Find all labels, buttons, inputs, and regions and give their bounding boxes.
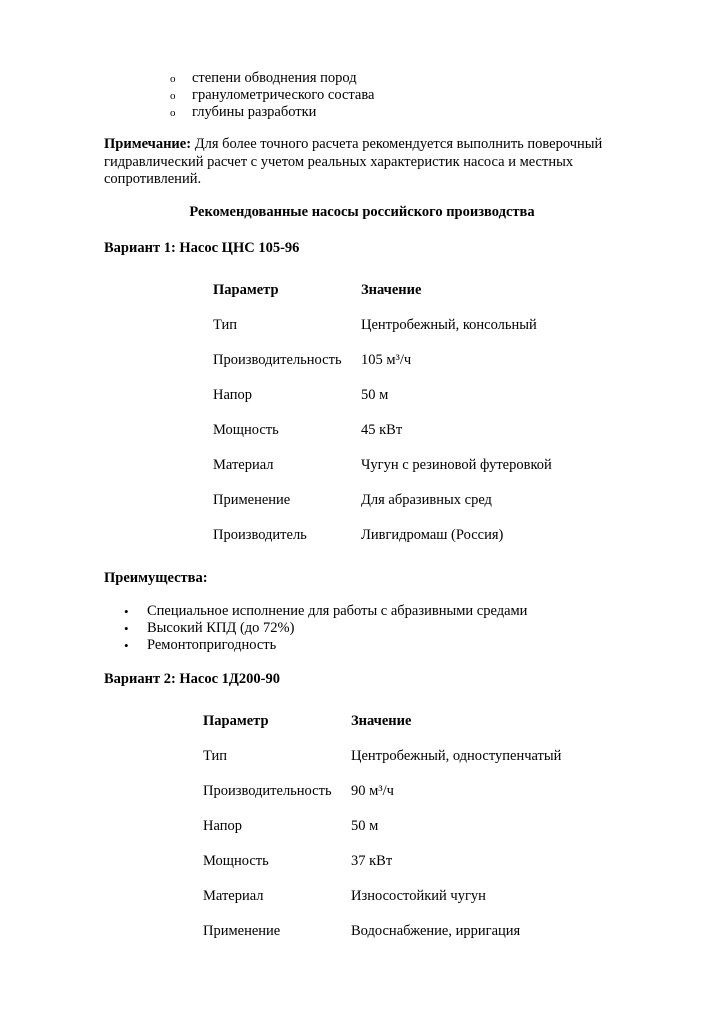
table-cell-value: Ливгидромаш (Россия) [361,527,504,543]
table-cell-value: 50 м [361,387,389,403]
table-cell-value: Центробежный, одноступенчатый [351,748,562,764]
table-cell-value: Центробежный, консольный [361,317,537,333]
hollow-bullet-icon: o [170,107,176,119]
table-cell-param: Производительность [203,783,332,799]
table-cell-value: Для абразивных сред [361,492,492,508]
bullet-icon: • [124,604,129,619]
hollow-bullet-icon: o [170,90,176,102]
table-cell-value: 105 м³/ч [361,352,412,368]
table-cell-param: Применение [203,923,281,939]
list-item: Ремонтопригодность [147,637,277,653]
note-text-line: сопротивлений. [104,171,202,187]
table-cell-value: 50 м [351,818,379,834]
note-text-line: гидравлический расчет с учетом реальных характеристик насоса и местных [104,153,574,170]
table-cell-value: Износостойкий чугун [351,888,486,904]
table-cell-param: Материал [213,457,274,473]
table-header-value: Значение [361,282,422,298]
list-item: степени обводнения пород [192,70,357,86]
table-cell-param: Напор [213,387,252,403]
list-item: Высокий КПД (до 72%) [147,620,295,636]
table-cell-param: Производительность [213,352,342,368]
table-cell-value: 90 м³/ч [351,783,394,799]
table-cell-param: Напор [203,818,242,834]
table-cell-value: 37 кВт [351,853,393,869]
variant1-title: Вариант 1: Насос ЦНС 105-96 [104,240,300,256]
table-cell-param: Применение [213,492,291,508]
section-title: Рекомендованные насосы российского производства [189,204,535,220]
variant2-title: Вариант 2: Насос 1Д200-90 [104,671,280,687]
table-header-param: Параметр [213,282,279,298]
list-item: Специальное исполнение для работы с абразивными средами [147,603,528,619]
advantages-title: Преимущества: [104,570,208,586]
table-cell-param: Тип [203,748,228,764]
note-text-line: Для более точного расчета рекомендуется выполнить поверочный [191,136,603,152]
table-cell-param: Производитель [213,527,307,543]
table-cell-param: Мощность [203,853,269,869]
list-item: глубины разработки [192,104,317,120]
table-cell-param: Мощность [213,422,279,438]
note-paragraph [104,136,624,189]
note-label: Примечание: [104,136,192,152]
list-item: гранулометрического состава [192,87,375,103]
table-header-param: Параметр [203,713,269,729]
table-cell-value: Чугун с резиновой футеровкой [361,457,552,473]
table-cell-param: Тип [213,317,238,333]
table-cell-value: 45 кВт [361,422,403,438]
bullet-icon: • [124,638,129,653]
bullet-icon: • [124,621,129,636]
table-cell-value: Водоснабжение, ирригация [351,923,521,939]
table-cell-param: Материал [203,888,264,904]
table-header-value: Значение [351,713,412,729]
hollow-bullet-icon: o [170,73,176,85]
